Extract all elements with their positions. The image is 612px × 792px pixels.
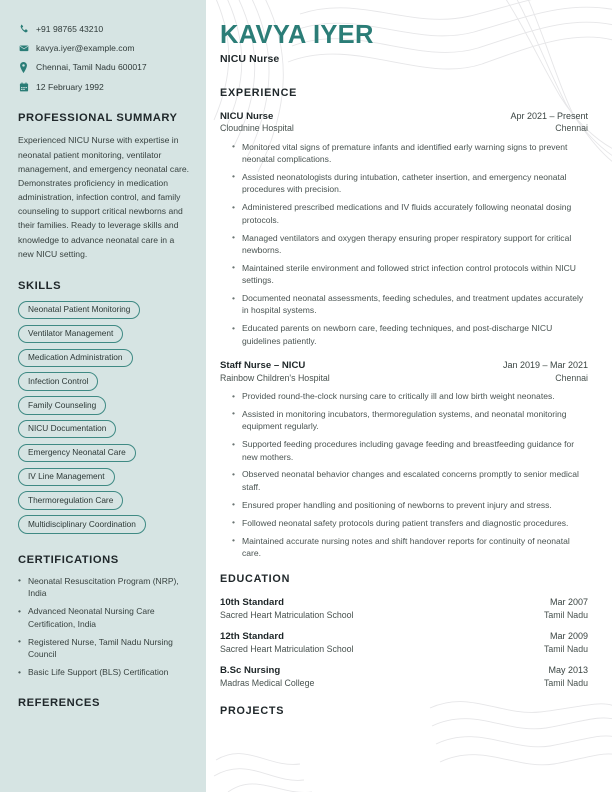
education-entry-sub-row: [220, 678, 588, 689]
skill-pill: Neonatal Patient Monitoring: [18, 301, 140, 319]
education-entry-top-row: [220, 665, 588, 677]
sidebar: [0, 0, 206, 792]
education-heading: EDUCATION: [220, 573, 291, 586]
location-pin-icon: [18, 62, 29, 73]
list-item: • Followed neonatal safety protocols during patient transfers and diagnostic procedures.: [232, 517, 588, 529]
skill-pill: IV Line Management: [18, 468, 115, 486]
contact-email-value: kavya.iyer@example.com: [36, 43, 135, 54]
experience-heading: EXPERIENCE: [220, 86, 298, 99]
education-entry-sub-row: [220, 610, 588, 621]
contact-phone: [18, 24, 190, 35]
references-heading: REFERENCES: [18, 696, 100, 709]
education-degree: B.Sc Nursing: [220, 665, 281, 677]
education-entry: [220, 631, 588, 655]
contact-location: [18, 62, 190, 73]
contact-birthdate-value: 12 February 1992: [36, 81, 104, 92]
projects-heading: PROJECTS: [220, 704, 285, 717]
experience-location: Chennai: [555, 123, 588, 134]
certifications-list: [18, 575, 190, 679]
education-entry-top-row: [220, 631, 588, 643]
list-item: • Neonatal Resuscitation Program (NRP), India: [18, 575, 190, 600]
education-degree: 12th Standard: [220, 631, 284, 643]
experience-bullet-list: [220, 390, 588, 559]
professional-summary-text: Experienced NICU Nurse with expertise in neonatal patient monitoring, ventilator management, and emergency neonatal care. Demonstrates proficiency in medication administration, infection control, and family counseling to support critical newborns and their families. Ready to leverage skills and knowledge to advance neonatal care in a new NICU setting.: [18, 135, 190, 259]
contact-list: [18, 24, 190, 92]
contact-email: [18, 43, 190, 54]
skill-pill: Emergency Neonatal Care: [18, 444, 136, 462]
experience-date: Jan 2019 – Mar 2021: [502, 360, 588, 371]
list-item: • Registered Nurse, Tamil Nadu Nursing Council: [18, 636, 190, 661]
education-entry: [220, 665, 588, 689]
experience-entry: [220, 360, 588, 559]
list-item: • Managed ventilators and oxygen therapy ensuring proper respiratory support for critical newborns.: [232, 232, 588, 257]
list-item: • Ensured proper handling and positioning of newborns to prevent injury and stress.: [232, 499, 588, 511]
education-institution: Sacred Heart Matriculation School: [220, 609, 354, 620]
experience-role: Staff Nurse – NICU: [220, 360, 306, 372]
experience-organization: Cloudnine Hospital: [220, 123, 294, 134]
list-item: • Educated parents on newborn care, feeding techniques, and post-discharge NICU guidelines patiently.: [232, 322, 588, 347]
experience-entry-top-row: [220, 360, 588, 372]
list-item: • Supported feeding procedures including gavage feeding and breastfeeding guidance for new mothers.: [232, 438, 588, 463]
education-institution: Madras Medical College: [220, 677, 315, 688]
skill-pill: Thermoregulation Care: [18, 491, 123, 509]
calendar-icon: [18, 81, 29, 92]
page-title: KAVYA IYER: [220, 21, 374, 49]
contact-location-value: Chennai, Tamil Nadu 600017: [36, 62, 147, 73]
contact-phone-value: +91 98765 43210: [36, 24, 104, 34]
education-location: Tamil Nadu: [543, 643, 588, 654]
list-item: • Monitored vital signs of premature infants and identified early warning signs to prevent neonatal complications.: [232, 141, 588, 166]
experience-role: NICU Nurse: [220, 110, 274, 122]
experience-entry-sub-row: [220, 373, 588, 384]
skills-heading: SKILLS: [18, 279, 62, 292]
experience-entry-sub-row: [220, 123, 588, 134]
experience-bullet-list: [220, 141, 588, 347]
job-title-subtitle: NICU Nurse: [220, 52, 280, 65]
skill-pill: Medication Administration: [18, 349, 133, 367]
experience-date: Apr 2021 – Present: [510, 110, 588, 121]
education-institution: Sacred Heart Matriculation School: [220, 643, 354, 654]
skills-list: [18, 301, 190, 534]
education-degree: 10th Standard: [220, 597, 284, 609]
list-item: • Provided round-the-clock nursing care to critically ill and low birth weight neonates.: [232, 390, 588, 402]
experience-location: Chennai: [555, 372, 588, 383]
skill-pill: Infection Control: [18, 372, 98, 390]
email-icon: [18, 43, 29, 54]
list-item: • Assisted neonatologists during intubation, catheter insertion, and emergency neonatal procedures with precision.: [232, 171, 588, 196]
list-item: • Assisted in monitoring incubators, thermoregulation systems, and neonatal monitoring equipment regularly.: [232, 408, 588, 433]
list-item: • Basic Life Support (BLS) Certification: [18, 666, 190, 678]
skill-pill: NICU Documentation: [18, 420, 116, 438]
education-location: Tamil Nadu: [543, 677, 588, 688]
education-entry-sub-row: [220, 644, 588, 655]
certifications-heading: CERTIFICATIONS: [18, 553, 119, 566]
list-item: • Documented neonatal assessments, feeding schedules, and treatment updates accurately in hospital systems.: [232, 292, 588, 317]
skill-pill: Multidisciplinary Coordination: [18, 515, 146, 533]
skill-pill: Family Counseling: [18, 396, 106, 414]
list-item: • Maintained sterile environment and followed strict infection control protocols within NICU settings.: [232, 262, 588, 287]
main-content: [206, 0, 612, 792]
experience-entry: [220, 111, 588, 347]
education-date: May 2013: [548, 665, 588, 676]
list-item: • Observed neonatal behavior changes and escalated concerns promptly to senior medical staff.: [232, 468, 588, 493]
education-date: Mar 2009: [549, 631, 588, 642]
education-entry: [220, 597, 588, 621]
list-item: • Administered prescribed medications and IV fluids accurately following neonatal dosing protocols.: [232, 201, 588, 226]
education-location: Tamil Nadu: [543, 609, 588, 620]
professional-summary-heading: PROFESSIONAL SUMMARY: [18, 112, 178, 125]
education-entry-top-row: [220, 597, 588, 609]
list-item: • Advanced Neonatal Nursing Care Certification, India: [18, 605, 190, 630]
list-item: • Maintained accurate nursing notes and shift handover reports for continuity of neonatal care.: [232, 535, 588, 560]
experience-entry-top-row: [220, 111, 588, 123]
contact-birthdate: [18, 82, 190, 93]
education-date: Mar 2007: [549, 597, 588, 608]
skill-pill: Ventilator Management: [18, 325, 123, 343]
phone-icon: [18, 24, 29, 35]
experience-organization: Rainbow Children's Hospital: [220, 372, 330, 383]
